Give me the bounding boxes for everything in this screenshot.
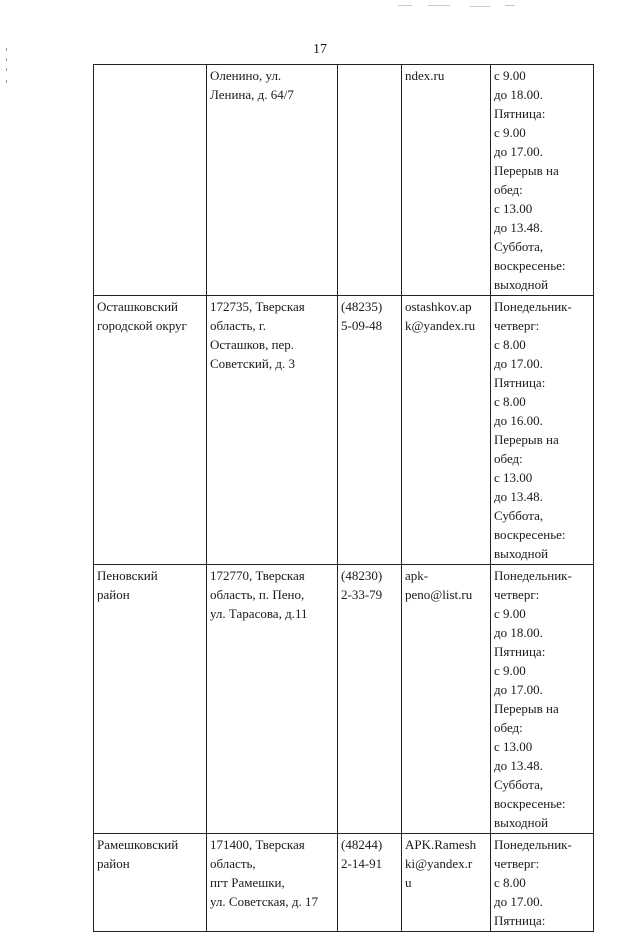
- binding-hole-mark: [6, 68, 7, 71]
- address-cell: 172735, Тверская область, г. Осташков, пер. Советский, д. 3: [207, 296, 338, 565]
- binding-hole-mark: [6, 58, 7, 61]
- hours-cell: Понедельник- четверг: с 8.00 до 17.00. Пятница: с 8.00 до 16.00. Перерыв на обед: с 13.00 до 13.48. Суббота, воскресенье: выходной: [491, 296, 594, 565]
- binding-hole-mark: [6, 80, 7, 83]
- email-cell: ostashkov.ap k@yandex.ru: [402, 296, 491, 565]
- table-row: [94, 296, 594, 565]
- hours-cell: Понедельник- четверг: с 8.00 до 17.00. Пятница:: [491, 834, 594, 932]
- scan-artifact: [470, 6, 490, 7]
- phone-cell: (48244) 2-14-91: [338, 834, 402, 932]
- table-row: [94, 834, 594, 932]
- email-cell: apk- peno@list.ru: [402, 565, 491, 834]
- office-schedule-table: [93, 64, 594, 932]
- district-cell: Пеновский район: [94, 565, 207, 834]
- address-cell: 172770, Тверская область, п. Пено, ул. Тарасова, д.11: [207, 565, 338, 834]
- table-row: [94, 565, 594, 834]
- district-cell: Рамешковский район: [94, 834, 207, 932]
- district-cell: [94, 65, 207, 296]
- scan-artifact: [428, 5, 450, 6]
- table-row: [94, 65, 594, 296]
- phone-cell: (48230) 2-33-79: [338, 565, 402, 834]
- address-cell: 171400, Тверская область, пгт Рамешки, ул. Советская, д. 17: [207, 834, 338, 932]
- scan-artifact: [505, 5, 515, 6]
- address-cell: Оленино, ул. Ленина, д. 64/7: [207, 65, 338, 296]
- hours-cell: Понедельник- четверг: с 9.00 до 18.00. Пятница: с 9.00 до 17.00. Перерыв на обед: с 13.00 до 13.48. Суббота, воскресенье: выходной: [491, 565, 594, 834]
- hours-cell: с 9.00 до 18.00. Пятница: с 9.00 до 17.00. Перерыв на обед: с 13.00 до 13.48. Суббота, воскресенье: выходной: [491, 65, 594, 296]
- phone-cell: [338, 65, 402, 296]
- scan-artifact: [398, 5, 412, 6]
- phone-cell: (48235) 5-09-48: [338, 296, 402, 565]
- page-number: 17: [313, 42, 327, 57]
- email-cell: ndex.ru: [402, 65, 491, 296]
- email-cell: APK.Ramesh ki@yandex.r u: [402, 834, 491, 932]
- district-cell: Осташковский городской округ: [94, 296, 207, 565]
